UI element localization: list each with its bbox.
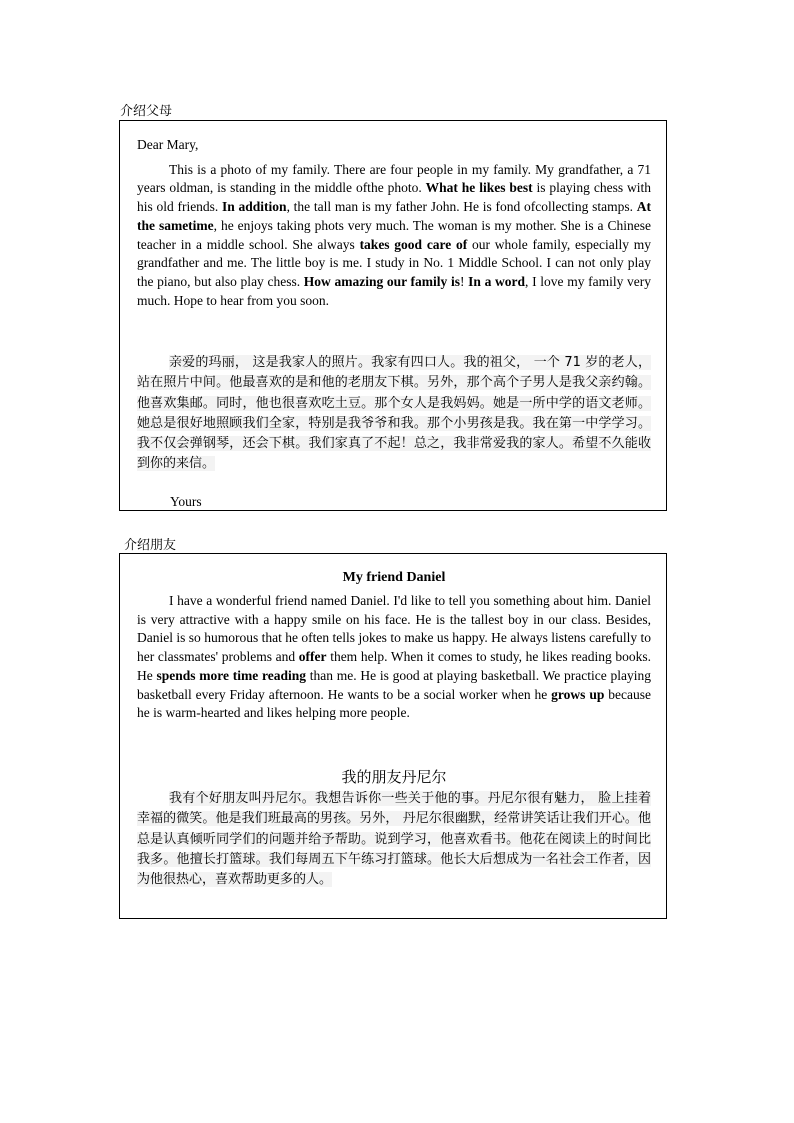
chinese-letter-body: 亲爱的玛丽， 这是我家人的照片。我家有四口人。我的祖父， 一个 71 岁的老人，站在照片中间。他最喜欢的是和他的老朋友下棋。另外，那个高个子男人是我父亲约翰。他喜欢集邮。同时，他也很喜欢吃土豆。那个女人是我妈妈。她是一所中学的语文老师。她总是很好地照顾我们全家，特别是我爷爷和我。那个小男孩是我。我在第一中学学习。我不仅会弹钢琴，还会下棋。我们家真了不起！总之，我非常爱我的家人。希望不久能收到你的来信。 — [137, 355, 651, 472]
text-run: This is a photo of my family. There are four people in my family. My grandfather, a 71 years oldman, is standing in the middle ofthe photo. — [137, 161, 651, 196]
bold-phrase: At the sametime — [137, 199, 651, 233]
english-letter-body — [137, 161, 651, 311]
bold-phrase: spends more time reading — [156, 667, 306, 683]
chinese-essay-title: 我的朋友丹尼尔 — [341, 768, 447, 786]
closing: Yours — [170, 494, 202, 509]
text-run: , I love my family very much. Hope to hear from you soon. — [137, 273, 652, 308]
text-run: because he is warm-hearted and likes helping more people. — [137, 686, 651, 721]
section-label-parents: 介绍父母 — [120, 104, 173, 119]
text-run: , the tall man is my father John. He is fond ofcollecting stamps. — [286, 199, 637, 215]
bold-phrase: grows up — [551, 686, 605, 702]
section-label-friend: 介绍朋友 — [124, 538, 177, 553]
english-essay-body — [137, 592, 651, 723]
bold-phrase: takes good care of — [359, 236, 468, 252]
english-essay-title: My friend Daniel — [342, 570, 446, 585]
text-run: is playing chess with his old friends. — [137, 180, 651, 215]
essay-box-friend — [119, 553, 667, 919]
text-run: ! — [460, 273, 469, 289]
bold-phrase: What he likes best — [425, 180, 533, 196]
bold-phrase: In addition — [222, 199, 287, 215]
salutation: Dear Mary, — [137, 137, 199, 152]
text-run: our whole family, especially my grandfather and me. The little boy is me. I study in No. 1 Middle School. I can not only play the piano, but also play chess. — [137, 236, 651, 289]
text-run: , he enjoys taking phots very much. The woman is my mother. She is a Chinese teacher in a middle school. She always — [137, 217, 651, 252]
text-run: than me. He is good at playing basketball. We practice playing basketball every Friday afternoon. He wants to be a social worker when he — [137, 667, 651, 702]
bold-phrase: How amazing our family is — [303, 273, 460, 289]
chinese-essay-body: 我有个好朋友叫丹尼尔。我想告诉你一些关于他的事。丹尼尔很有魅力， 脸上挂着幸福的微笑。他是我们班最高的男孩。另外， 丹尼尔很幽默，经常讲笑话让我们开心。他总是认真倾听同学们的问题并给予帮助。说到学习，他喜欢看书。他花在阅读上的时间比我多。他擅长打篮球。我们每周五下午练习打篮球。他长大后想成为一名社会工作者，因为他很热心，喜欢帮助更多的人。 — [137, 791, 651, 888]
text-run: I have a wonderful friend named Daniel. I'd like to tell you something about him. Daniel is very attractive with a happy smile on his face. He is the tallest boy in our class. Besides, Daniel is so humorous that he often tells jokes to make us happy. He always listens carefully to her classmates' problems and — [137, 593, 651, 665]
bold-phrase: In a word — [468, 273, 526, 289]
text-run: them help. When it comes to study, he likes reading books. He — [137, 649, 651, 683]
bold-phrase: offer — [298, 649, 327, 665]
letter-box-parents — [119, 120, 667, 511]
